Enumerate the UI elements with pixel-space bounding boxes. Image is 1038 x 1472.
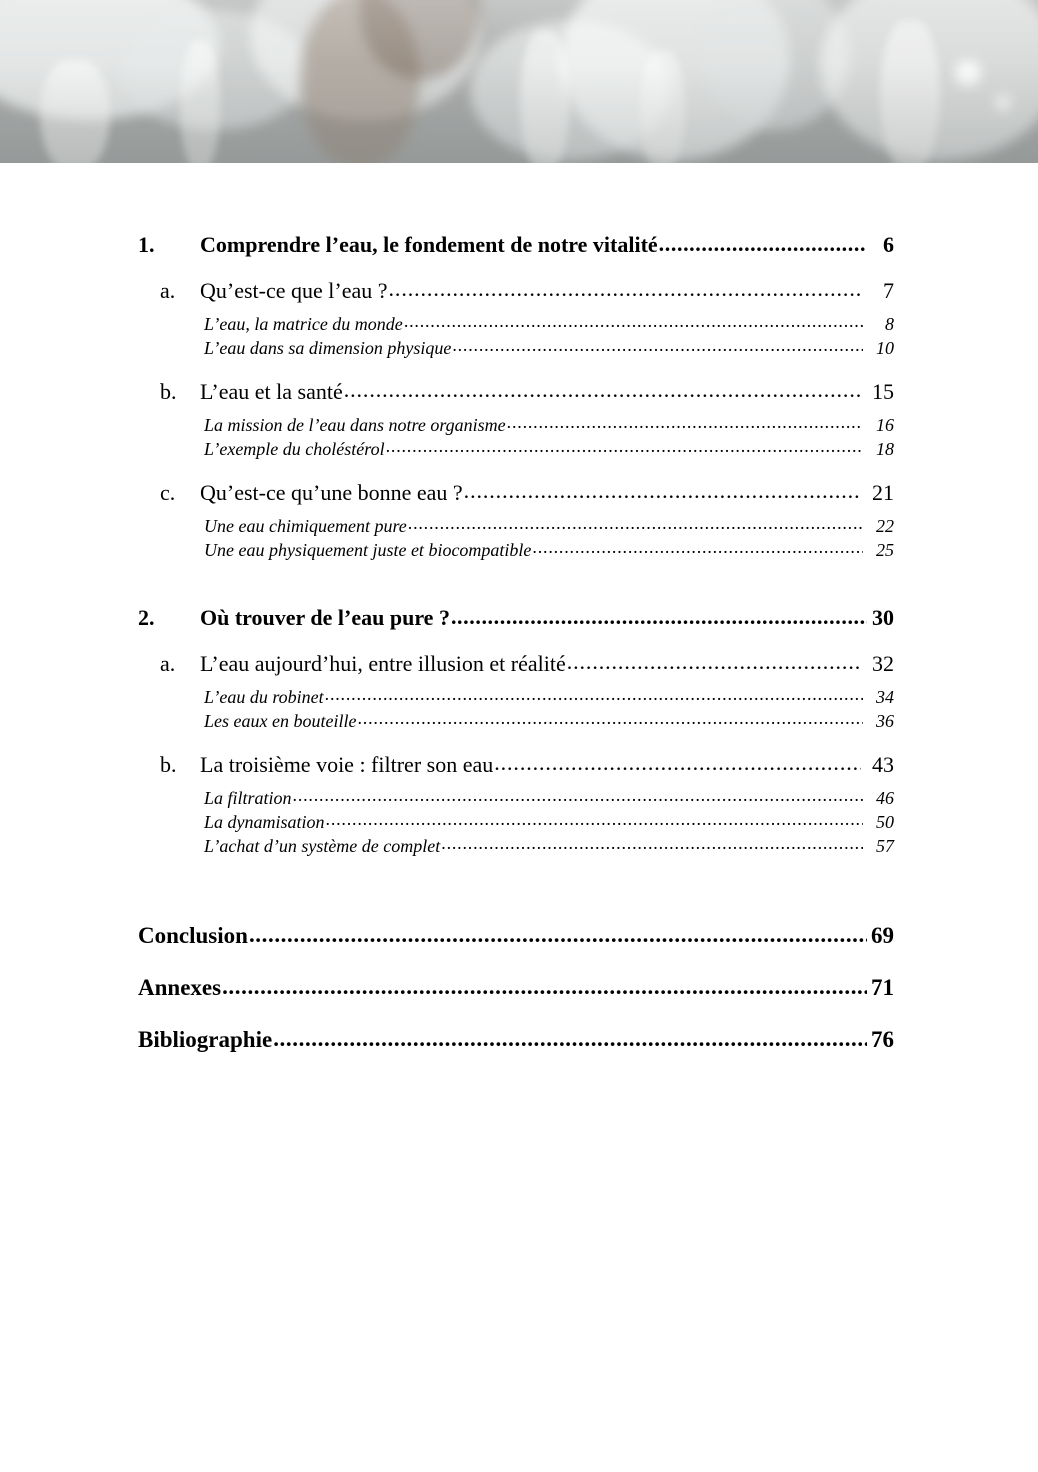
toc-entry-title: Qu’est-ce qu’une bonne eau ? [200,480,463,505]
toc-entry-number: a. [160,278,176,303]
dot-leader [408,513,863,534]
toc-entry-page: 46 [876,788,894,808]
toc-entry-chapter[interactable] [138,232,894,258]
toc-entry-conclusion[interactable] [138,923,894,949]
toc-entry-title: L’eau, la matrice du monde [204,314,403,334]
toc-entry-page: 71 [871,975,894,1000]
toc-entry-number: b. [160,379,177,404]
toc-entry-subsection[interactable] [138,439,894,460]
toc-entry-title: Qu’est-ce que l’eau ? [200,278,388,303]
toc-entry-title: Les eaux en bouteille [204,711,357,731]
toc-entry-page: 43 [872,752,894,777]
dot-leader [441,833,863,854]
toc-entry-title: La filtration [204,788,292,808]
dot-leader [326,809,863,830]
toc-entry-title: Comprendre l’eau, le fondement de notre vitalité [200,232,658,257]
dot-leader [386,436,863,457]
toc-entry-title: Conclusion [138,923,248,948]
toc-entry-page: 21 [872,480,894,505]
toc-entry-title: L’exemple du choléstérol [204,439,385,459]
toc-entry-number: c. [160,480,176,505]
toc-entry-section[interactable] [138,480,894,506]
toc-entry-number: 2. [138,605,155,630]
toc-entry-title: L’eau dans sa dimension physique [204,338,452,358]
dot-leader [464,478,861,504]
dot-leader [507,412,863,433]
toc-entry-number: b. [160,752,177,777]
toc-entry-page: 34 [876,687,894,707]
dot-leader [293,785,863,806]
toc-entry-subsection[interactable] [138,836,894,857]
toc-entry-title: La troisième voie : filtrer son eau [200,752,494,777]
back-matter-spacer [138,857,894,897]
toc-entry-page: 16 [876,415,894,435]
water-splash-photo [0,0,1038,163]
toc-entry-page: 22 [876,516,894,536]
toc-entry-section[interactable] [138,379,894,405]
dot-leader [325,684,863,705]
toc-entry-page: 25 [876,540,894,560]
toc-entry-subsection[interactable] [138,540,894,561]
table-of-contents [138,232,894,1053]
toc-entry-annexes[interactable] [138,975,894,1001]
toc-entry-subsection[interactable] [138,338,894,359]
toc-entry-title: La dynamisation [204,812,325,832]
dot-leader [222,974,867,1000]
toc-entry-subsection[interactable] [138,314,894,335]
toc-entry-page: 8 [885,314,894,334]
dot-leader [659,231,867,257]
toc-entry-page: 32 [872,651,894,676]
toc-entry-section[interactable] [138,752,894,778]
dot-leader [249,922,867,948]
dot-leader [404,311,863,332]
toc-entry-page: 10 [876,338,894,358]
toc-entry-title: L’achat d’un système de complet [204,836,441,856]
toc-entry-subsection[interactable] [138,812,894,833]
toc-entry-page: 18 [876,439,894,459]
toc-entry-page: 30 [872,605,894,630]
toc-entry-subsection[interactable] [138,516,894,537]
toc-entry-page: 76 [871,1027,894,1052]
toc-entry-subsection[interactable] [138,687,894,708]
dot-leader [451,604,867,630]
toc-entry-title: Une eau chimiquement pure [204,516,407,536]
toc-entry-page: 50 [876,812,894,832]
toc-entry-bibliography[interactable] [138,1027,894,1053]
dot-leader [452,335,863,356]
dot-leader [273,1026,867,1052]
dot-leader [532,537,863,558]
toc-entry-page: 15 [872,379,894,404]
dot-leader [344,377,861,403]
toc-entry-subsection[interactable] [138,415,894,436]
toc-entry-title: L’eau du robinet [204,687,324,707]
section-spacer [138,561,894,605]
toc-entry-title: Annexes [138,975,222,1000]
toc-entry-subsection[interactable] [138,788,894,809]
toc-entry-number: a. [160,651,176,676]
dot-leader [494,750,861,776]
toc-entry-page: 7 [883,278,894,303]
toc-entry-page: 57 [876,836,894,856]
toc-entry-chapter[interactable] [138,605,894,631]
toc-entry-number: 1. [138,232,155,257]
dot-leader [389,276,861,302]
toc-entry-page: 69 [871,923,894,948]
toc-entry-title: Bibliographie [138,1027,273,1052]
toc-entry-title: La mission de l’eau dans notre organisme [204,415,506,435]
toc-entry-title: L’eau aujourd’hui, entre illusion et réalité [200,651,566,676]
toc-entry-page: 36 [876,711,894,731]
image-gradient-overlay [0,0,1038,163]
dot-leader [357,708,863,729]
toc-entry-title: L’eau et la santé [200,379,343,404]
dot-leader [567,649,861,675]
toc-entry-page: 6 [883,232,894,257]
toc-entry-title: Où trouver de l’eau pure ? [200,605,450,630]
toc-entry-section[interactable] [138,278,894,304]
toc-entry-title: Une eau physiquement juste et biocompatible [204,540,532,560]
toc-entry-section[interactable] [138,651,894,677]
toc-entry-subsection[interactable] [138,711,894,732]
